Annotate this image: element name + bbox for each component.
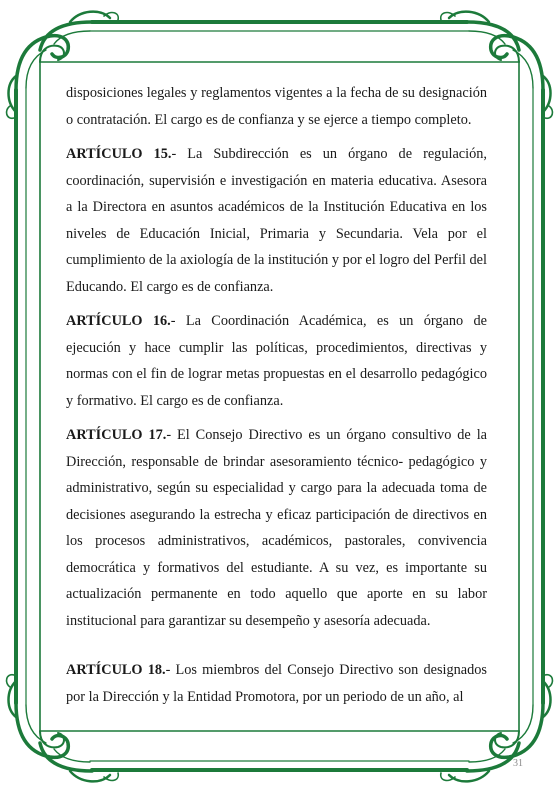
paragraph-text: - Los miembros del Consejo Directivo son designados por la Dirección y la Entidad Promotora, por un periodo de un año, al (66, 662, 487, 705)
page-number: 31 (513, 758, 523, 769)
paragraph-text: disposiciones legales y reglamentos vigentes a la fecha de su designación o contratación. El cargo es de confianza y se ejerce a tiempo completo. (66, 85, 487, 128)
article-heading: ARTÍCULO 18. (66, 662, 166, 678)
article-15 (66, 141, 487, 300)
paragraph-text: - El Consejo Directivo es un órgano consultivo de la Dirección, responsable de brindar asesoramiento técnico- pedagógico y administrativo, según su especialidad y cargo para la adecuada toma de decisiones asegurando la estrecha y eficaz participación de directivos en los procesos administrativos, académicos, pastorales, convivencia democrática y formativos del estudiante. A su vez, es importante su actualización permanente en todo aquello que aporte en su labor institucional para garantizar su desempeño y asesoría adecuada. (66, 427, 488, 629)
article-heading: ARTÍCULO 15. (66, 146, 172, 162)
article-heading: ARTÍCULO 17. (66, 427, 167, 443)
article-18 (66, 657, 487, 710)
paragraph-text: - La Coordinación Académica, es un órgano de ejecución y hace cumplir las políticas, procedimientos, directivas y normas con el fin de lograr metas propuestas en el desarrollo pedagógico y formativo. El cargo es de confianza. (66, 313, 488, 409)
paragraph-text: - La Subdirección es un órgano de regulación, coordinación, supervisión e investigación en materia educativa. Asesora a la Directora en asuntos académicos de la Institución Educativa en los niveles de Educación Inicial, Primaria y Secundaria. Vela por el cumplimiento de la axiología de la institución y por el logro del Perfil del Educando. El cargo es de confianza. (66, 146, 487, 295)
article-16 (66, 308, 487, 414)
article-17 (66, 422, 487, 634)
paragraph-continuation (66, 80, 487, 133)
article-heading: ARTÍCULO 16. (66, 313, 171, 329)
document-body (66, 80, 487, 710)
